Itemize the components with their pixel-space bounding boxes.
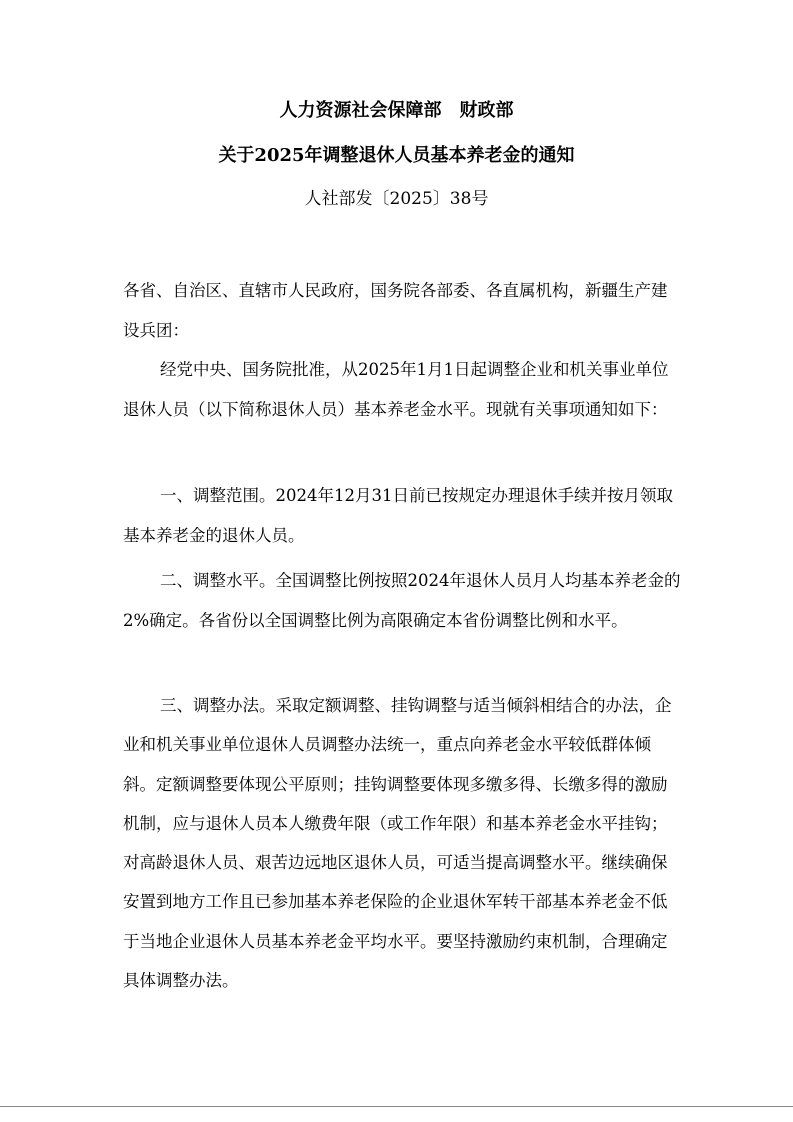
issuing-authorities: 人力资源社会保障部 财政部 bbox=[279, 100, 514, 121]
addressee: 各省、自治区、直辖市人民政府，国务院各部委、各直属机构，新疆生产建设兵团： bbox=[123, 281, 668, 340]
document-title: 关于2025年调整退休人员基本养老金的通知 bbox=[218, 145, 575, 166]
paragraph-level: 二、调整水平。全国调整比例按照2024年退休人员月人均基本养老金的2%确定。各省份以全国调整比例为高限确定本省份调整比例和水平。 bbox=[123, 571, 681, 630]
paragraph-scope: 一、调整范围。2024年12月31日前已按规定办理退休手续并按月领取基本养老金的退休人员。 bbox=[123, 486, 673, 545]
paragraph-intro: 经党中央、国务院批准，从2025年1月1日起调整企业和机关事业单位退休人员（以下简称退休人员）基本养老金水平。现就有关事项通知如下： bbox=[123, 360, 669, 419]
document-number: 人社部发〔2025〕38号 bbox=[304, 189, 489, 209]
page-bottom-divider bbox=[0, 1106, 793, 1107]
paragraph-method: 三、调整办法。采取定额调整、挂钩调整与适当倾斜相结合的办法，企业和机关事业单位退休人员调整办法统一，重点向养老金水平较低群体倾斜。定额调整要体现公平原则；挂钩调整要体现多缴多得、长缴多得的激励机制，应与退休人员本人缴费年限（或工作年限）和基本养老金水平挂钩；对高龄退休人员、艰苦边远地区退休人员，可适当提高调整水平。继续确保安置到地方工作且已参加基本养老保险的企业退休军转干部基本养老金不低于当地企业退休人员基本养老金平均水平。要坚持激励约束机制，合理确定具体调整办法。 bbox=[123, 696, 672, 991]
